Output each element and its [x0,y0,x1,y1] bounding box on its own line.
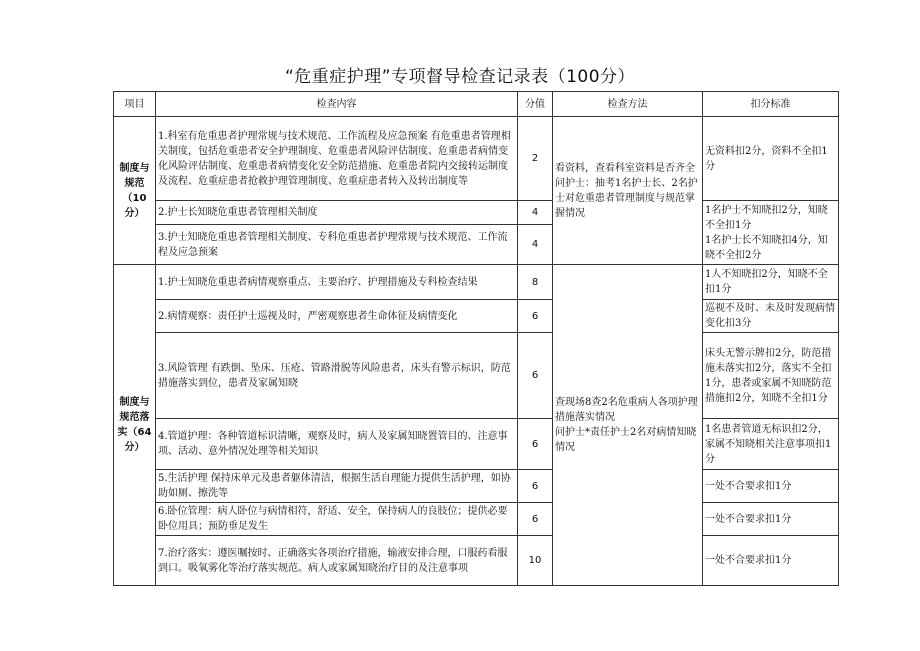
row-score: 6 [518,470,553,503]
row-deduction: 一处不合要求扣1分 [703,536,839,586]
section2-method: 查现场8查2名危重病人各项护理措施落实情况 问护士*责任护士2名对病情知晓情况 [553,265,703,586]
row-content: 6.卧位管理：病人卧位与病情相符，舒适、安全，保持病人的良肢位；提供必要卧位用具；预防垂足发生 [156,503,518,536]
header-score: 分值 [518,92,553,117]
table-row [114,201,839,225]
section1-deduction-23: 1名护士不知晓扣2分，知晓不全扣1分 1名护士长不知晓扣4分，知晓不全扣2分 [703,201,839,265]
row-content: 2.病情观察：责任护士巡视及时，严密观察患者生命体征及病情变化 [156,300,518,333]
row-deduction: 1人不知晓扣2分，知晓不全扣1分 [703,265,839,300]
row-score: 10 [518,536,553,586]
row-score: 6 [518,503,553,536]
row-deduction: 一处不合要求扣1分 [703,503,839,536]
table-row [114,503,839,536]
header-method: 检查方法 [553,92,703,117]
table-row [114,536,839,586]
inspection-table [113,91,839,586]
row-content: 5.生活护理 保持床单元及患者躯体清洁，根据生活自理能力提供生活护理，如协助如厕、擦洗等 [156,470,518,503]
table-row [114,265,839,300]
row-content: 1.科室有危重患者护理常规与技术规范、工作流程及应急预案 有危重患者管理相关制度，包括危重患者安全护理制度、危重患者风险评估制度、危重患者病情变化风险评估制度、危重患者病情变化安全防范措施、危重患者院内交接转运制度及流程、危重症患者抢救护理管理制度、危重症患者转入及转出制度等 [156,117,518,201]
row-deduction: 1名患者管道无标识扣2分，家属不知晓相关注意事项扣1分 [703,419,839,470]
table-row [114,300,839,333]
row-score: 6 [518,419,553,470]
table-row [114,419,839,470]
row-content: 3.风险管理 有跌倒、坠床、压疮、管路滑脱等风险患者，床头有警示标识，防范措施落实到位，患者及家属知晓 [156,333,518,419]
row-deduction: 巡视不及时、未及时发现病情变化扣3分 [703,300,839,333]
row-deduction: 无资料扣2分，资料不全扣1分 [703,117,839,201]
row-content: 1.护士知晓危重患者病情观察重点、主要治疗、护理措施及专科检查结果 [156,265,518,300]
table-row [114,117,839,201]
table-row [114,333,839,419]
row-deduction: 一处不合要求扣1分 [703,470,839,503]
table-row [114,470,839,503]
row-content: 3.护士知晓危重患者管理相关制度、专科危重患者护理常规与技术规范、工作流程及应急预案 [156,225,518,265]
row-score: 8 [518,265,553,300]
row-score: 2 [518,117,553,201]
row-score: 4 [518,225,553,265]
row-content: 7.治疗落实：遵医嘱按时、正确落实各项治疗措施，输液安排合理，口服药看服到口。吸氧雾化等治疗落实规范。病人或家属知晓治疗目的及注意事项 [156,536,518,586]
section2-category: 制度与规范落实（64分） [114,265,156,586]
header-item: 项目 [114,92,156,117]
section1-method: 看资料，查看科室资料是否齐全 问护士：抽考1名护士长、2名护士对危重患者管理制度与规范掌握情况 [553,117,703,265]
row-content: 2.护士长知晓危重患者管理相关制度 [156,201,518,225]
header-content: 检查内容 [156,92,518,117]
row-score: 6 [518,333,553,419]
row-content: 4.管道护理：各种管道标识清晰，观察及时，病人及家属知晓置管目的、注意事项、活动、意外情况处理等相关知识 [156,419,518,470]
section1-category: 制度与规范（10分） [114,117,156,265]
header-deduction: 扣分标准 [703,92,839,117]
row-score: 4 [518,201,553,225]
row-deduction: 床头无警示牌扣2分，防范措施未落实扣2分，落实不全扣1分，患者或家属不知晓防范措施扣2分，知晓不全扣1分 [703,333,839,419]
table-header-row [114,92,839,117]
page-title: “危重症护理”专项督导检查记录表（100分） [284,67,636,87]
row-score: 6 [518,300,553,333]
